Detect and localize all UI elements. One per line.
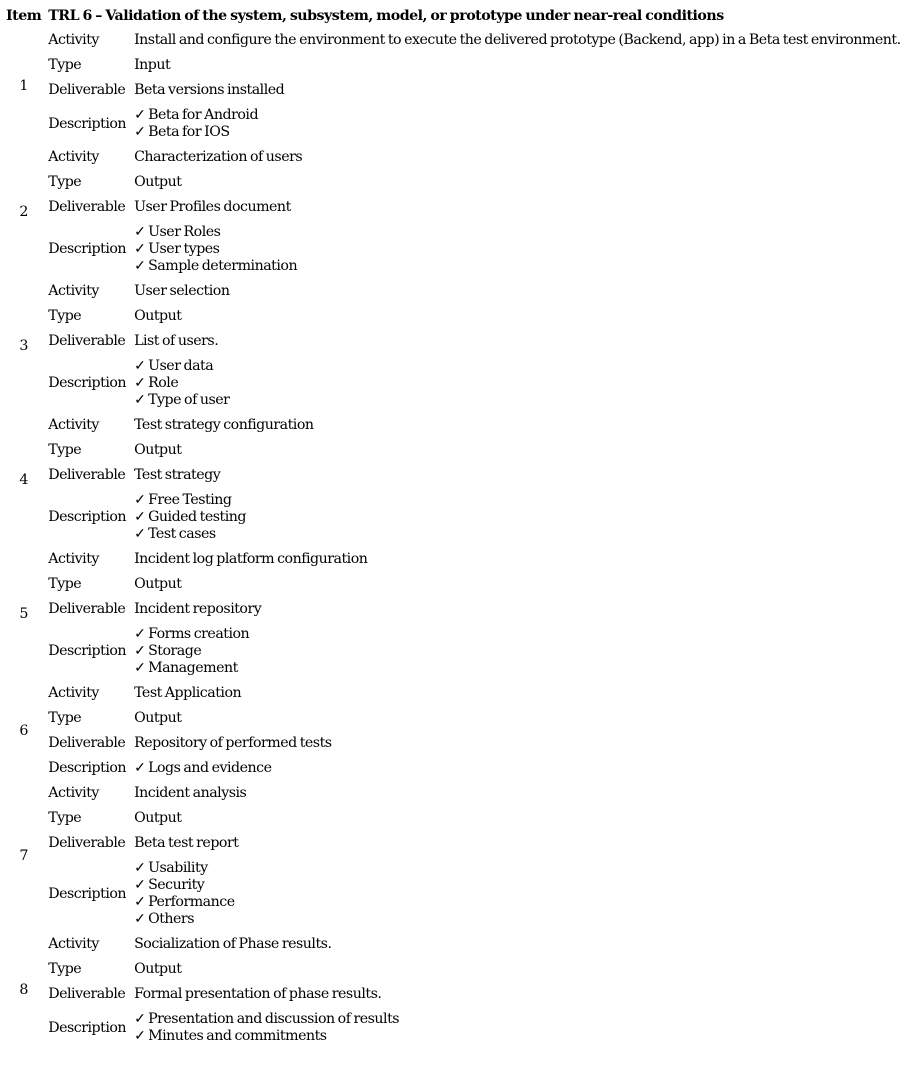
deliverable-value: Beta test report bbox=[134, 835, 239, 851]
description-text: Beta for IOS bbox=[148, 124, 230, 140]
description-bullet bbox=[134, 1028, 901, 1045]
checkmark-icon: ✓ bbox=[134, 492, 146, 508]
header-item-label: Item bbox=[6, 8, 42, 24]
type-label: Type bbox=[48, 710, 82, 726]
item-3-type-row bbox=[0, 304, 901, 329]
activity-value: Characterization of users bbox=[134, 149, 303, 165]
description-text: Forms creation bbox=[148, 626, 250, 642]
description-list bbox=[134, 354, 901, 413]
description-label: Description bbox=[48, 241, 127, 257]
item-5-type-row bbox=[0, 572, 901, 597]
deliverable-label: Deliverable bbox=[48, 735, 126, 751]
item-number: 7 bbox=[19, 848, 28, 864]
description-text: Minutes and commitments bbox=[148, 1028, 327, 1044]
description-text: Management bbox=[148, 660, 238, 676]
activity-label: Activity bbox=[48, 283, 99, 299]
description-list bbox=[134, 856, 901, 932]
description-bullet bbox=[134, 241, 901, 258]
checkmark-icon: ✓ bbox=[134, 224, 146, 240]
description-bullet bbox=[134, 258, 901, 275]
description-list bbox=[134, 756, 901, 781]
type-value: Output bbox=[134, 308, 182, 324]
checkmark-icon: ✓ bbox=[134, 860, 146, 876]
description-bullet bbox=[134, 643, 901, 660]
item-number: 3 bbox=[19, 337, 28, 354]
item-3-description-row bbox=[0, 354, 901, 413]
checkmark-icon: ✓ bbox=[134, 258, 146, 274]
description-list bbox=[134, 220, 901, 279]
item-8-description-row bbox=[0, 1007, 901, 1049]
item-2-activity-row bbox=[0, 145, 901, 170]
description-text: Others bbox=[148, 911, 194, 927]
description-label: Description bbox=[48, 643, 127, 659]
deliverable-value: Test strategy bbox=[134, 467, 221, 483]
item-4-type-row bbox=[0, 438, 901, 463]
type-label: Type bbox=[48, 961, 82, 977]
item-1-type-row bbox=[0, 53, 901, 78]
description-text: Security bbox=[148, 877, 205, 893]
checkmark-icon: ✓ bbox=[134, 894, 146, 910]
checkmark-icon: ✓ bbox=[134, 1028, 146, 1044]
item-2-description-row bbox=[0, 220, 901, 279]
deliverable-value: User Profiles document bbox=[134, 199, 291, 215]
item-number: 1 bbox=[19, 78, 28, 94]
deliverable-value: Incident repository bbox=[134, 601, 262, 617]
type-value: Output bbox=[134, 576, 182, 592]
activity-label: Activity bbox=[48, 685, 99, 701]
item-3-deliverable-row bbox=[0, 329, 901, 354]
item-number: 8 bbox=[19, 982, 28, 998]
type-value: Output bbox=[134, 174, 182, 190]
activity-value: Socialization of Phase results. bbox=[134, 936, 332, 952]
activity-label: Activity bbox=[48, 551, 99, 567]
item-number: 4 bbox=[19, 471, 28, 488]
description-bullet bbox=[134, 224, 901, 241]
deliverable-label: Deliverable bbox=[48, 333, 126, 349]
table-body bbox=[0, 28, 901, 1049]
description-text: Guided testing bbox=[148, 509, 246, 525]
description-list bbox=[134, 622, 901, 681]
item-6-type-row bbox=[0, 706, 901, 731]
description-bullet bbox=[134, 492, 901, 509]
activity-label: Activity bbox=[48, 32, 99, 48]
item-8-activity-row bbox=[0, 932, 901, 957]
deliverable-label: Deliverable bbox=[48, 601, 126, 617]
type-label: Type bbox=[48, 174, 82, 190]
activity-label: Activity bbox=[48, 417, 99, 433]
item-number: 6 bbox=[19, 722, 28, 739]
header-title: TRL 6 – Validation of the system, subsystem, model, or prototype under near-real conditions bbox=[48, 8, 724, 24]
type-label: Type bbox=[48, 442, 82, 458]
checkmark-icon: ✓ bbox=[134, 760, 146, 776]
description-text: Type of user bbox=[148, 392, 230, 408]
description-text: Test cases bbox=[148, 526, 216, 542]
description-text: Role bbox=[148, 375, 179, 391]
deliverable-label: Deliverable bbox=[48, 467, 126, 483]
description-bullet bbox=[134, 911, 901, 928]
description-label: Description bbox=[48, 1019, 127, 1036]
activity-value: User selection bbox=[134, 283, 230, 299]
type-value: Output bbox=[134, 442, 182, 458]
description-bullet bbox=[134, 107, 901, 124]
table-header-row bbox=[0, 5, 901, 28]
item-7-type-row bbox=[0, 806, 901, 831]
description-list bbox=[134, 488, 901, 547]
description-text: User types bbox=[148, 241, 220, 257]
checkmark-icon: ✓ bbox=[134, 392, 146, 408]
item-6-deliverable-row bbox=[0, 731, 901, 756]
deliverable-label: Deliverable bbox=[48, 986, 126, 1002]
item-number: 2 bbox=[19, 203, 28, 220]
type-value: Output bbox=[134, 710, 182, 726]
description-text: Performance bbox=[148, 894, 235, 910]
deliverable-label: Deliverable bbox=[48, 199, 126, 215]
item-number: 5 bbox=[19, 605, 28, 622]
type-label: Type bbox=[48, 576, 82, 592]
type-label: Type bbox=[48, 57, 82, 73]
description-text: User Roles bbox=[148, 224, 221, 240]
description-bullet bbox=[134, 526, 901, 543]
deliverable-value: Beta versions installed bbox=[134, 82, 285, 98]
checkmark-icon: ✓ bbox=[134, 241, 146, 257]
item-7-description-row bbox=[0, 856, 901, 932]
item-8-type-row bbox=[0, 957, 901, 982]
description-text: Presentation and discussion of results bbox=[148, 1011, 400, 1027]
type-value: Output bbox=[134, 961, 182, 977]
description-bullet bbox=[134, 375, 901, 392]
description-text: Logs and evidence bbox=[148, 760, 272, 776]
activity-value: Incident log platform configuration bbox=[134, 551, 368, 567]
checkmark-icon: ✓ bbox=[134, 509, 146, 525]
description-bullet bbox=[134, 358, 901, 375]
trl6-activity-table bbox=[0, 5, 901, 1049]
item-4-deliverable-row bbox=[0, 463, 901, 488]
item-1-deliverable-row bbox=[0, 78, 901, 103]
item-5-activity-row bbox=[0, 547, 901, 572]
type-label: Type bbox=[48, 810, 82, 826]
activity-value: Test strategy configuration bbox=[134, 417, 314, 433]
item-7-deliverable-row bbox=[0, 831, 901, 856]
checkmark-icon: ✓ bbox=[134, 375, 146, 391]
description-bullet bbox=[134, 760, 901, 777]
activity-value: Test Application bbox=[134, 685, 242, 701]
checkmark-icon: ✓ bbox=[134, 911, 146, 927]
item-7-activity-row bbox=[0, 781, 901, 806]
description-label: Description bbox=[48, 509, 127, 525]
description-text: Free Testing bbox=[148, 492, 232, 508]
item-8-deliverable-row bbox=[0, 982, 901, 1007]
item-2-deliverable-row bbox=[0, 195, 901, 220]
item-6-activity-row bbox=[0, 681, 901, 706]
deliverable-label: Deliverable bbox=[48, 82, 126, 98]
deliverable-value: Repository of performed tests bbox=[134, 735, 332, 751]
item-4-activity-row bbox=[0, 413, 901, 438]
description-text: Sample determination bbox=[148, 258, 298, 274]
type-label: Type bbox=[48, 308, 82, 324]
activity-value: Install and configure the environment to execute the delivered prototype (Backend, app) in a Beta test environment. bbox=[134, 32, 901, 48]
description-bullet bbox=[134, 392, 901, 409]
checkmark-icon: ✓ bbox=[134, 124, 146, 140]
description-list bbox=[134, 1007, 901, 1049]
description-bullet bbox=[134, 660, 901, 677]
description-list bbox=[134, 103, 901, 145]
activity-value: Incident analysis bbox=[134, 785, 247, 801]
description-text: Storage bbox=[148, 643, 202, 659]
description-bullet bbox=[134, 860, 901, 877]
item-3-activity-row bbox=[0, 279, 901, 304]
description-label: Description bbox=[48, 375, 127, 391]
description-text: User data bbox=[148, 358, 214, 374]
description-bullet bbox=[134, 626, 901, 643]
description-bullet bbox=[134, 509, 901, 526]
checkmark-icon: ✓ bbox=[134, 877, 146, 893]
activity-label: Activity bbox=[48, 149, 99, 165]
deliverable-value: List of users. bbox=[134, 333, 219, 349]
checkmark-icon: ✓ bbox=[134, 1011, 146, 1027]
description-text: Beta for Android bbox=[148, 107, 259, 123]
item-1-activity-row bbox=[0, 28, 901, 53]
item-1-description-row bbox=[0, 103, 901, 145]
type-value: Output bbox=[134, 810, 182, 826]
description-bullet bbox=[134, 894, 901, 911]
checkmark-icon: ✓ bbox=[134, 643, 146, 659]
deliverable-value: Formal presentation of phase results. bbox=[134, 986, 382, 1002]
activity-label: Activity bbox=[48, 936, 99, 952]
checkmark-icon: ✓ bbox=[134, 526, 146, 542]
description-bullet bbox=[134, 877, 901, 894]
description-text: Usability bbox=[148, 860, 208, 876]
type-value: Input bbox=[134, 57, 171, 73]
item-2-type-row bbox=[0, 170, 901, 195]
item-6-description-row bbox=[0, 756, 901, 781]
checkmark-icon: ✓ bbox=[134, 107, 146, 123]
item-5-description-row bbox=[0, 622, 901, 681]
description-bullet bbox=[134, 124, 901, 141]
checkmark-icon: ✓ bbox=[134, 358, 146, 374]
description-label: Description bbox=[48, 760, 127, 776]
description-label: Description bbox=[48, 885, 127, 902]
description-label: Description bbox=[48, 115, 127, 132]
deliverable-label: Deliverable bbox=[48, 835, 126, 851]
checkmark-icon: ✓ bbox=[134, 626, 146, 642]
item-4-description-row bbox=[0, 488, 901, 547]
checkmark-icon: ✓ bbox=[134, 660, 146, 676]
activity-label: Activity bbox=[48, 785, 99, 801]
description-bullet bbox=[134, 1011, 901, 1028]
item-5-deliverable-row bbox=[0, 597, 901, 622]
